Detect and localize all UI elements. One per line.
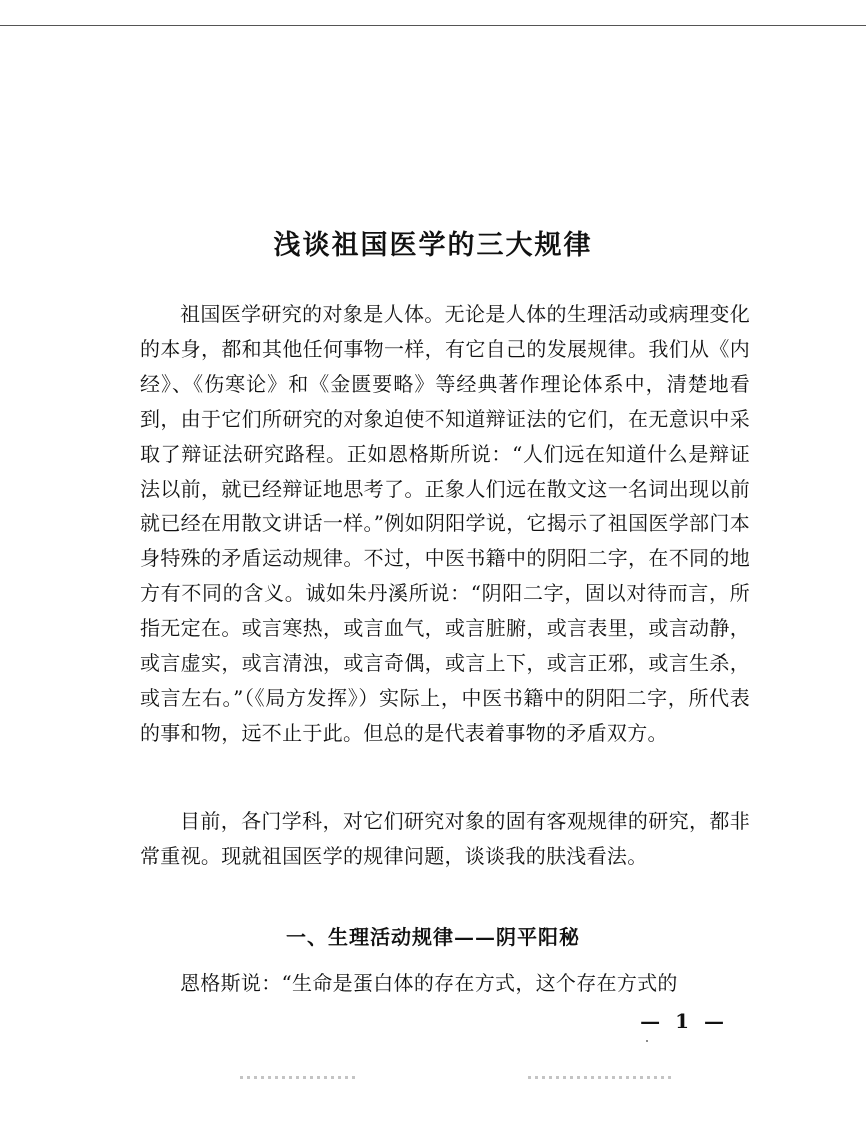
page-title: 浅谈祖国医学的三大规律 [273, 230, 593, 261]
paragraph-1: 祖国医学研究的对象是人体。无论是人体的生理活动或病理变化的本身，都和其他任何事物一样，有它自己的发展规律。我们从《内经》、《伤寒论》和《金匮要略》等经典著作理论体系中，清楚地看到，由于它们所研究的对象迫使不知道辩证法的它们，在无意识中采取了辩证法研究路程。正如恩格斯所说：“人们远在知道什么是辩证法以前，就已经辩证地思考了。正象人们远在散文这一名词出现以前就已经在用散文讲话一样。”例如阴阳学说，它揭示了祖国医学部门本身特殊的矛盾运动规律。不过，中医书籍中的阴阳二字，在不同的地方有不同的含义。诚如朱丹溪所说：“阴阳二字，固以对待而言，所指无定在。或言寒热，或言血气，或言脏腑，或言表里，或言动静，或言虚实，或言清浊，或言奇偶，或言上下，或言正邪，或言生杀，或言左右。”（《局方发挥》）实际上，中医书籍中的阴阳二字，所代表的事和物，远不止于此。但总的是代表着事物的矛盾双方。 [140, 302, 750, 745]
body-section-intro [140, 297, 750, 751]
paragraph-3: 恩格斯说：“生命是蛋白体的存在方式，这个存在方式的 [180, 971, 678, 995]
body-section-purpose [140, 804, 750, 874]
body-section-physiology [140, 966, 750, 1001]
section-heading: 一、生理活动规律——阴平阳秘 [286, 925, 580, 949]
scan-noise-right [528, 1076, 674, 1079]
page-number: — 1 — [640, 1009, 728, 1033]
top-rule [0, 25, 866, 26]
paragraph-2: 目前，各门学科，对它们研究对象的固有客观规律的研究，都非常重视。现就祖国医学的规律问题，谈谈我的肤浅看法。 [140, 809, 750, 868]
scan-noise-left [240, 1076, 358, 1079]
scan-speck [646, 1040, 648, 1042]
